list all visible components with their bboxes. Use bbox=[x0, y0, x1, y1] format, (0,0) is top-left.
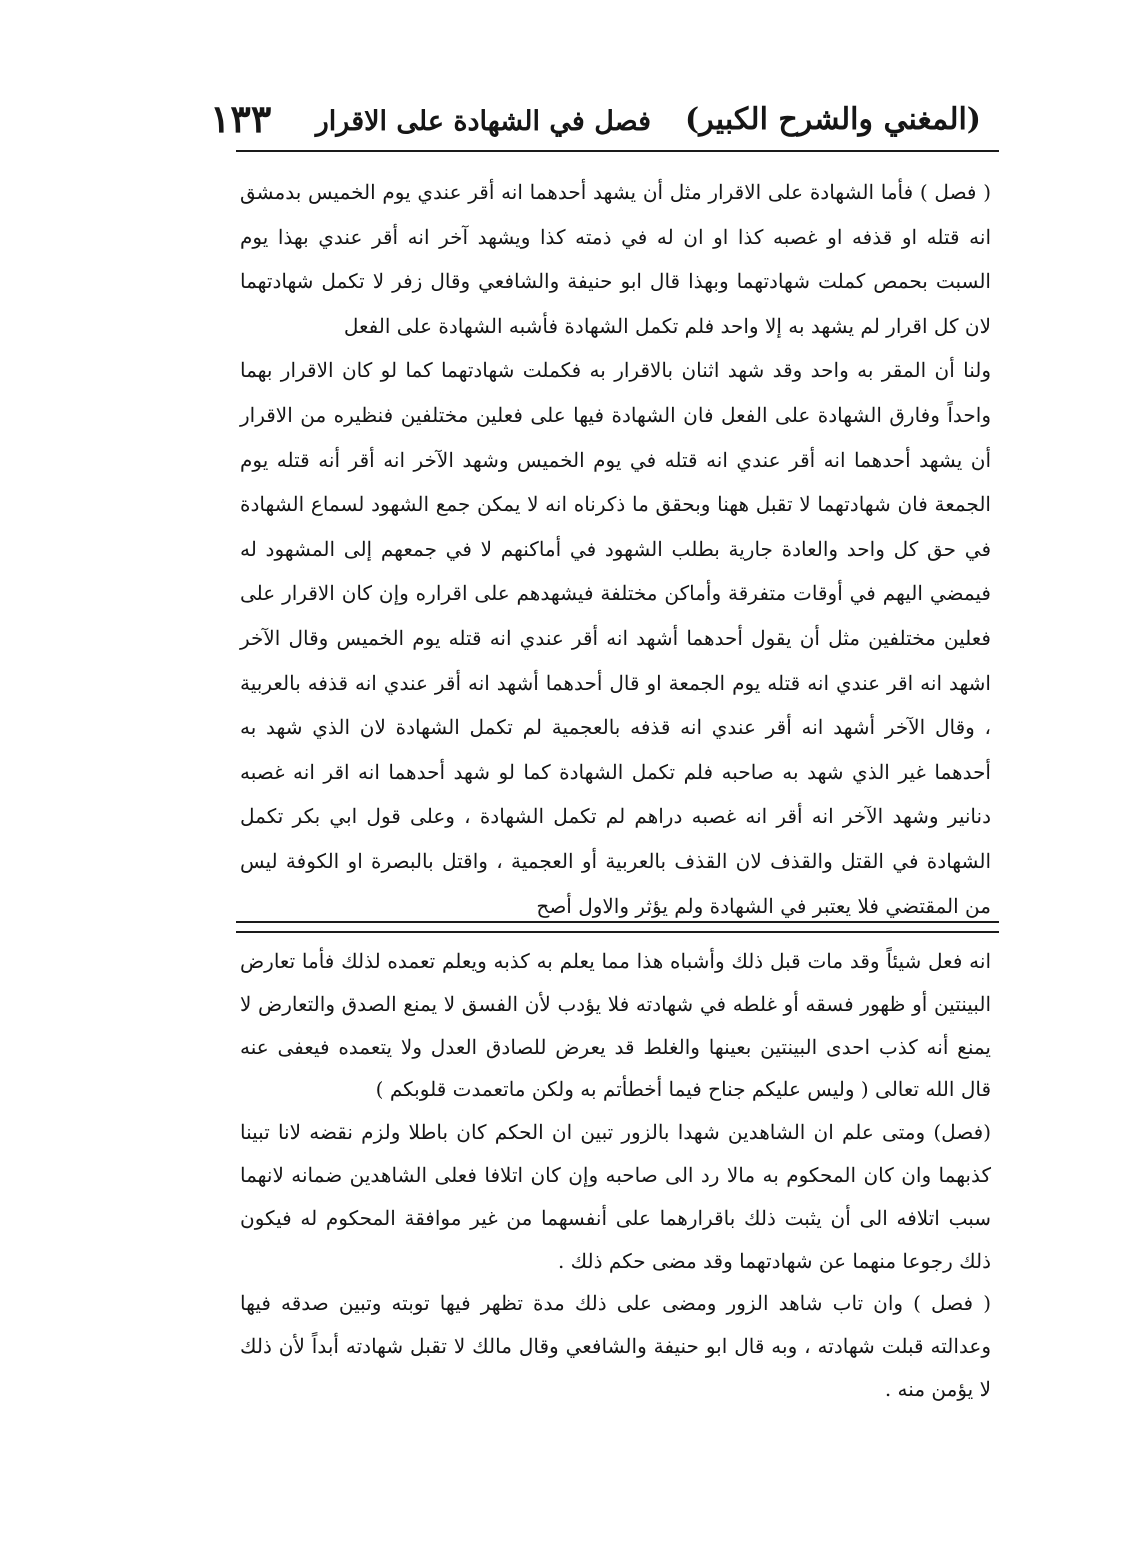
main-paragraph: ( فصل ) فأما الشهادة على الاقرار مثل أن يشهد أحدهما انه أقر عندي يوم الخميس بدمشق انه قتله او قذفه او غصبه كذا او ان له في ذمته كذا ويشهد آخر انه أقر عندي بهذا يوم السبت بحمص كملت شهادتهما وبهذا قال ابو حنيفة والشافعي وقال زفر لا تكمل شهادتهما لان كل اقرار لم يشهد به إلا واحد فلم تكمل الشهادة فأشبه الشهادة على الفعل bbox=[240, 180, 991, 338]
header-rule bbox=[236, 150, 999, 152]
commentary-paragraph: ( فصل ) وان تاب شاهد الزور ومضى على ذلك مدة تظهر فيها توبته وتبين صدقه فيها وعدالته قبلت شهادته ، وبه قال ابو حنيفة والشافعي وقال مالك لا تقبل شهادته أبداً لأن ذلك لا يؤمن منه . bbox=[240, 1291, 991, 1401]
section-title: فصل في الشهادة على الاقرار bbox=[315, 106, 651, 137]
commentary-text bbox=[240, 940, 991, 1411]
section-divider bbox=[236, 921, 999, 933]
page-header bbox=[210, 96, 981, 156]
book-title: (المغني والشرح الكبير) bbox=[685, 102, 981, 137]
commentary-paragraph: (فصل) ومتى علم ان الشاهدين شهدا بالزور تبين ان الحكم كان باطلا ولزم نقضه لانا تبينا كذبهما وان كان المحكوم به مالا رد الى صاحبه وإن كان اتلافا فعلى الشاهدين ضمانه لانهما سبب اتلافه الى أن يثبت ذلك باقرارهما على أنفسهما من غير موافقة المحكوم له فيكون ذلك رجوعا منهما عن شهادتهما وقد مضى حكم ذلك . bbox=[240, 1120, 991, 1273]
main-paragraph: ولنا أن المقر به واحد وقد شهد اثنان بالاقرار به فكملت شهادتهما كما لو كان الاقرار بهما واحداً وفارق الشهادة على الفعل فان الشهادة فيها على فعلين مختلفين فنظيره من الاقرار أن يشهد أحدهما انه أقر عندي انه قتله في يوم الخميس وشهد الآخر انه أقر أنه قتله يوم الجمعة فان شهادتهما لا تقبل ههنا وبحقق ما ذكرناه انه لا يمكن جمع الشهود لسماع الشهادة في حق كل واحد والعادة جارية بطلب الشهود في أماكنهم لا في جمعهم إلى المشهود له فيمضي اليهم في أوقات متفرقة وأماكن مختلفة فيشهدهم على اقراره وإن كان الاقرار على فعلين مختلفين مثل أن يقول أحدهما أشهد انه أقر عندي انه قتله يوم الخميس وقال الآخر اشهد انه اقر عندي انه قتله يوم الجمعة او قال أحدهما أشهد انه أقر عندي انه قذفه بالعربية ، وقال الآخر أشهد انه أقر عندي انه قذفه بالعجمية لم تكمل الشهادة لان الذي شهد به أحدهما غير الذي شهد به صاحبه فلم تكمل الشهادة كما لو شهد أحدهما انه اقر انه غصبه دنانير وشهد الآخر انه أقر انه غصبه دراهم لم تكمل الشهادة ، وعلى قول ابي بكر تكمل الشهادة في القتل والقذف لان القذف بالعربية أو العجمية ، واقتل بالبصرة او الكوفة ليس من المقتضي فلا يعتبر في الشهادة ولم يؤثر والاول أصح bbox=[240, 358, 992, 918]
commentary-paragraph: انه فعل شيئاً وقد مات قبل ذلك وأشباه هذا مما يعلم به كذبه ويعلم تعمده لذلك فأما تعارض البينتين أو ظهور فسقه أو غلطه في شهادته فلا يؤدب لأن الفسق لا يمنع الصدق والتعارض لا يمنع أنه كذب احدى البينتين بعينها والغلط قد يعرض للصادق العدل ولا يتعمده فيعفى عنه قال الله تعالى ( وليس عليكم جناح فيما أخطأتم به ولكن ماتعمدت قلوبكم ) bbox=[240, 949, 991, 1102]
main-text bbox=[240, 170, 991, 928]
page-number: ١٣٣ bbox=[210, 96, 272, 141]
